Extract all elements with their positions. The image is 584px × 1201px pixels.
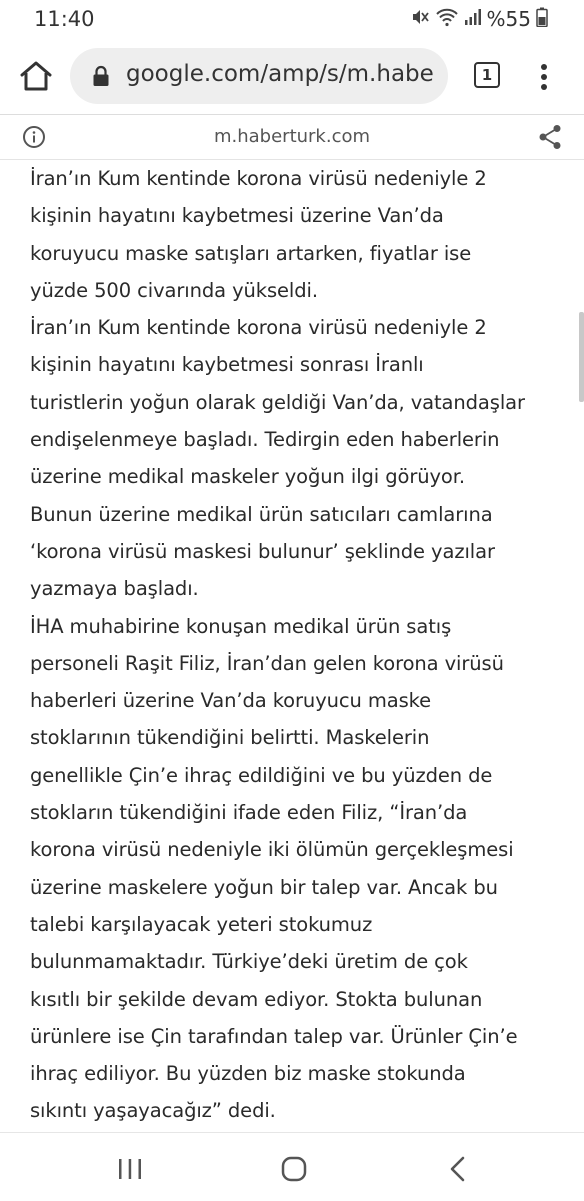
scrollbar-thumb[interactable] — [579, 312, 584, 402]
recent-apps-icon[interactable] — [116, 1157, 144, 1181]
system-nav-bar — [0, 1132, 584, 1201]
article-paragraph: İHA muhabirine konuşan medikal ürün satış personeli Raşit Filiz, İran’dan gelen korona virüsü haberleri üzerine Van’da koruyucu maske stoklarının tükendiğini belirtti. Maskelerin genellikle Çin’e ihraç edildiğini ve bu yüzden de stokların tükendiğini ifade eden Filiz, “İran’da korona virüsü nedeniyle iki ölümün gerçekleşmesi üzerine maskelere yoğun bir talep var. Ancak bu talebi karşılayacak yeteri stokumuz bulunmamaktadır. Türkiye’deki üretim de çok kısıtlı bir şekilde devam ediyor. Stokta bulunan ürünlere ise Çin tarafından talep var. Ürünler Çin’e ihraç ediliyor. Bu yüzden biz maske stokunda sıkıntı yaşayacağız” dedi. — [30, 614, 518, 1123]
signal-icon — [464, 8, 482, 30]
status-icons — [410, 6, 548, 32]
home-button[interactable] — [16, 56, 56, 96]
tab-count: 1 — [481, 66, 493, 84]
mute-icon — [410, 7, 430, 31]
share-icon[interactable] — [538, 124, 562, 150]
overflow-menu-button[interactable] — [530, 60, 558, 94]
lock-icon — [92, 65, 110, 87]
amp-domain[interactable]: m.haberturk.com — [213, 126, 371, 147]
overflow-menu-icon — [540, 63, 548, 91]
battery-icon — [536, 7, 548, 31]
wifi-icon — [435, 7, 459, 31]
status-time: 11:40 — [34, 7, 95, 31]
home-nav-icon[interactable] — [280, 1155, 308, 1183]
status-bar — [0, 0, 584, 38]
url-text[interactable]: google.com/amp/s/m.habe — [126, 61, 434, 87]
article-paragraph: İran’ın Kum kentinde korona virüsü nedeniyle 2 kişinin hayatını kaybetmesi sonrası İranlı turistlerin yoğun olarak geldiği Van’da, vatandaşlar endişelenmeye başladı. Tedirgin eden haberlerin üzerine medikal maskeler yoğun ilgi görüyor. Bunun üzerine medikal ürün satıcıları camlarına ‘korona virüsü maskesi bulunur’ şeklinde yazılar yazmaya başladı. — [30, 316, 525, 601]
article-paragraph: İran’ın Kum kentinde korona virüsü nedeniyle 2 kişinin hayatını kaybetmesi üzerine Van’da koruyucu maske satışları artarken, fiyatlar ise yüzde 500 civarında yükseldi. — [30, 167, 487, 302]
address-bar[interactable] — [70, 48, 448, 104]
tab-switcher-button[interactable] — [474, 62, 500, 88]
back-icon[interactable] — [446, 1155, 470, 1183]
article-body — [30, 160, 570, 1132]
home-icon — [19, 60, 53, 92]
battery-percentage: %55 — [486, 7, 531, 31]
amp-header — [0, 114, 584, 160]
browser-toolbar — [0, 38, 584, 114]
